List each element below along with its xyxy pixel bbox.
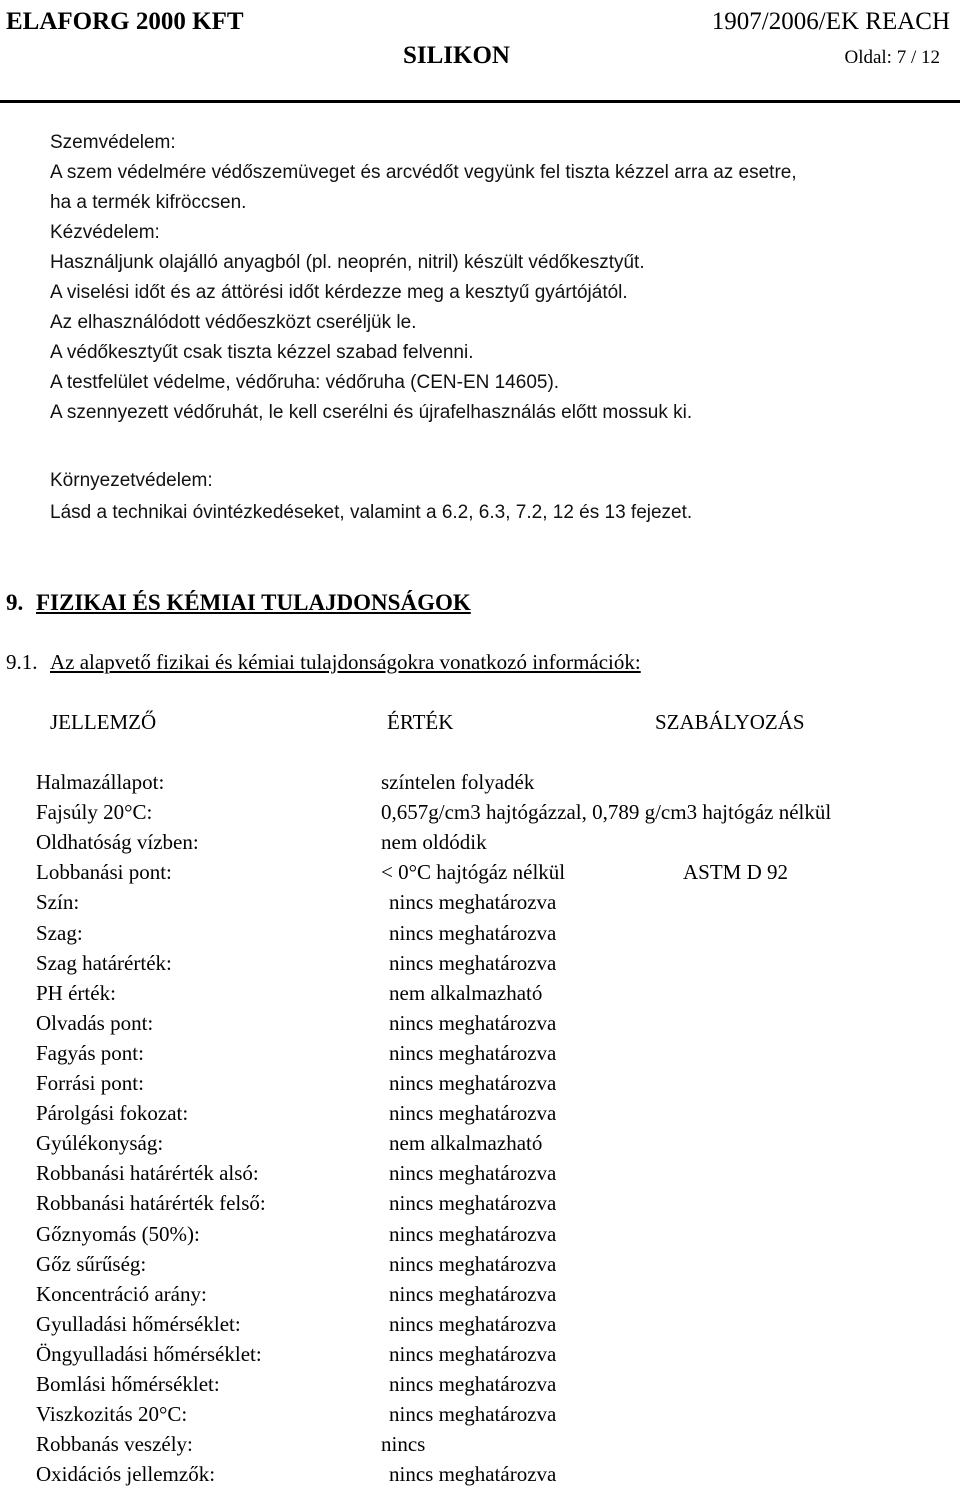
header-rule xyxy=(0,100,960,103)
property-regulation: ASTM D 92 xyxy=(683,860,789,884)
regulation: 1907/2006/EK REACH xyxy=(711,8,950,35)
protection-line: Kézvédelem: xyxy=(50,222,160,243)
property-value: nincs meghatározva xyxy=(389,1011,557,1035)
company-name: ELAFORG 2000 KFT xyxy=(6,8,244,35)
property-name: Szag határérték: xyxy=(36,951,172,975)
protection-line: ha a termék kifröccsen. xyxy=(50,192,247,213)
property-name: Robbanási határérték felső: xyxy=(36,1191,266,1215)
page-number: Oldal: 7 / 12 xyxy=(844,47,940,68)
property-value: nincs meghatározva xyxy=(389,1252,557,1276)
section-title: FIZIKAI ÉS KÉMIAI TULAJDONSÁGOK xyxy=(36,590,471,615)
property-name: Robbanási határérték alsó: xyxy=(36,1161,259,1185)
property-value: nincs meghatározva xyxy=(389,921,557,945)
property-name: Robbanás veszély: xyxy=(36,1432,193,1456)
property-value: színtelen folyadék xyxy=(381,770,535,794)
protection-line: Az elhasználódott védőeszközt cseréljük le. xyxy=(50,312,417,333)
property-name: Fagyás pont: xyxy=(36,1041,144,1065)
property-value: nincs meghatározva xyxy=(389,1101,557,1125)
property-name: Oxidációs jellemzők: xyxy=(36,1462,216,1486)
property-name: Párolgási fokozat: xyxy=(36,1101,189,1125)
property-value: nincs meghatározva xyxy=(389,1342,557,1366)
property-value: nincs meghatározva xyxy=(389,1282,557,1306)
property-value: nincs meghatározva xyxy=(389,951,557,975)
property-value: nincs meghatározva xyxy=(389,1312,557,1336)
property-value: nem oldódik xyxy=(381,830,487,854)
property-name: Gyúlékonyság: xyxy=(36,1131,164,1155)
product-name: SILIKON xyxy=(403,42,510,69)
property-value: nem alkalmazható xyxy=(389,981,543,1005)
environment-title: Környezetvédelem: xyxy=(50,470,213,491)
protection-line: A viselési időt és az áttörési időt kérdezze meg a kesztyű gyártójától. xyxy=(50,282,628,303)
property-value: nincs xyxy=(381,1432,426,1456)
property-value: < 0°C hajtógáz nélkül xyxy=(381,860,566,884)
section-number: 9. xyxy=(6,590,24,615)
property-value: nincs meghatározva xyxy=(389,1372,557,1396)
column-header-regulation: SZABÁLYOZÁS xyxy=(655,710,805,734)
property-name: Öngyulladási hőmérséklet: xyxy=(36,1342,262,1366)
property-name: Szín: xyxy=(36,890,80,914)
property-value: nincs meghatározva xyxy=(389,1222,557,1246)
column-header-value: ÉRTÉK xyxy=(387,710,454,734)
property-name: PH érték: xyxy=(36,981,116,1005)
property-name: Szag: xyxy=(36,921,83,945)
property-name: Bomlási hőmérséklet: xyxy=(36,1372,220,1396)
property-value: nincs meghatározva xyxy=(389,890,557,914)
column-header-property: JELLEMZŐ xyxy=(50,710,157,734)
protection-line: A szem védelmére védőszemüveget és arcvédőt vegyünk fel tiszta kézzel arra az esetre, xyxy=(50,162,797,183)
property-value: 0,657g/cm3 hajtógázzal, 0,789 g/cm3 hajtógáz nélkül xyxy=(381,800,832,824)
property-name: Gyulladási hőmérséklet: xyxy=(36,1312,241,1336)
property-value: nincs meghatározva xyxy=(389,1402,557,1426)
subsection-number: 9.1. xyxy=(6,650,38,674)
protection-line: A testfelület védelme, védőruha: védőruha (CEN-EN 14605). xyxy=(50,372,560,393)
property-name: Viszkozitás 20°C: xyxy=(36,1402,188,1426)
property-value: nincs meghatározva xyxy=(389,1191,557,1215)
property-name: Halmazállapot: xyxy=(36,770,165,794)
environment-text: Lásd a technikai óvintézkedéseket, valamint a 6.2, 6.3, 7.2, 12 és 13 fejezet. xyxy=(50,502,693,523)
property-name: Fajsúly 20°C: xyxy=(36,800,153,824)
protection-line: Szemvédelem: xyxy=(50,132,176,153)
protection-line: Használjunk olajálló anyagból (pl. neoprén, nitril) készült védőkesztyűt. xyxy=(50,252,645,273)
property-value: nincs meghatározva xyxy=(389,1041,557,1065)
property-value: nincs meghatározva xyxy=(389,1071,557,1095)
property-name: Forrási pont: xyxy=(36,1071,144,1095)
property-name: Koncentráció arány: xyxy=(36,1282,207,1306)
property-name: Gőznyomás (50%): xyxy=(36,1222,200,1246)
property-name: Lobbanási pont: xyxy=(36,860,172,884)
property-value: nem alkalmazható xyxy=(389,1131,543,1155)
property-name: Gőz sűrűség: xyxy=(36,1252,147,1276)
property-value: nincs meghatározva xyxy=(389,1462,557,1486)
property-value: nincs meghatározva xyxy=(389,1161,557,1185)
property-name: Olvadás pont: xyxy=(36,1011,154,1035)
subsection-title: Az alapvető fizikai és kémiai tulajdonságokra vonatkozó információk: xyxy=(50,650,641,674)
property-name: Oldhatóság vízben: xyxy=(36,830,199,854)
protection-line: A védőkesztyűt csak tiszta kézzel szabad felvenni. xyxy=(50,342,474,363)
protection-line: A szennyezett védőruhát, le kell cserélni és újrafelhasználás előtt mossuk ki. xyxy=(50,402,693,423)
